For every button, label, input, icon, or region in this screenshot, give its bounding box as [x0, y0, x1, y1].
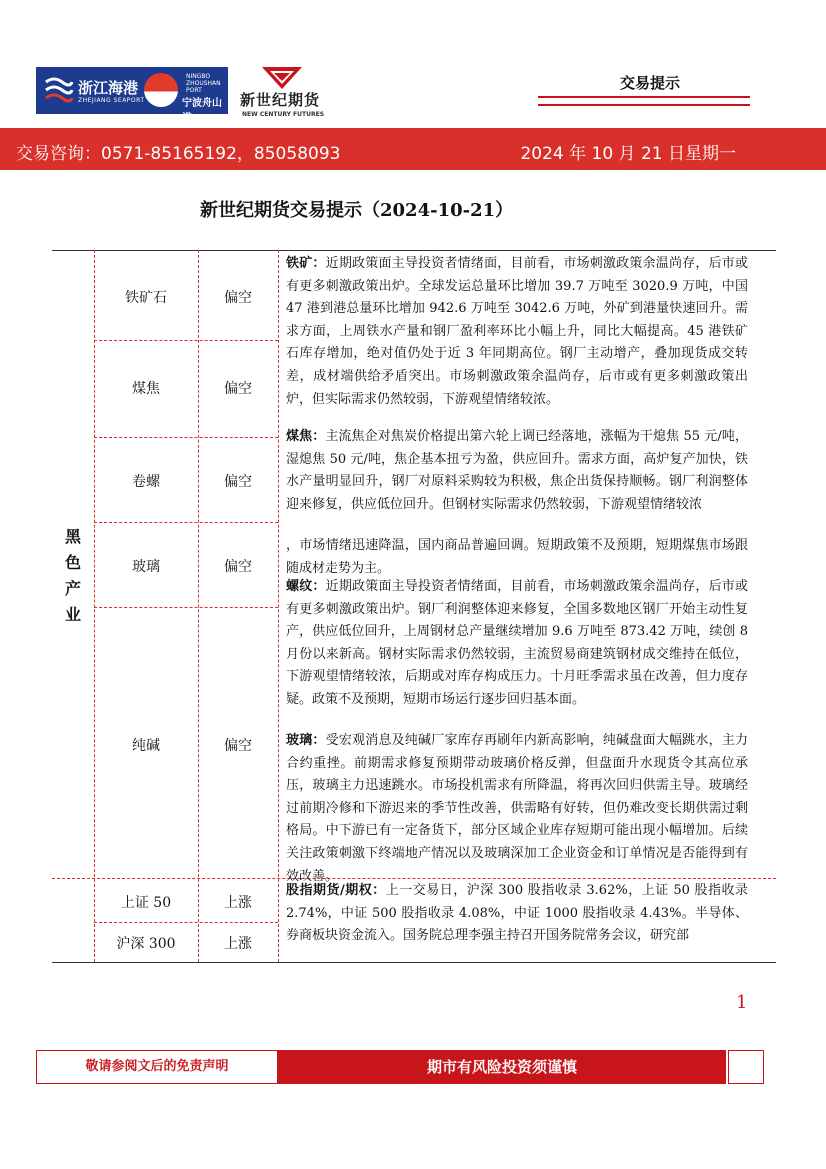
logo-name: 浙江海港	[78, 79, 139, 97]
view-cell: 偏空	[224, 559, 252, 575]
contact-text: 交易咨询：0571-85165192，85058093	[16, 144, 341, 164]
commentary-rebar: 螺纹：近期政策面主导投资者情绪面，目前看，市场刺激政策余温尚存，后市或有更多刺激政策出炉。钢厂利润整体迎来修复，全国多数地区钢厂开始主动性复产，供应低位回升，上周钢材总产量继续增加 9.6 万吨至 873.42 万吨，续创 8 月份以来新高。钢材实际需求仍然较弱，主流贸易商建筑钢材成交维持在低位，下游观望情绪较浓，后期或对库存构成压力。十月旺季需求虽在改善，但力度存疑。政策不及预期，短期市场运行逐步回归基本面。	[286, 579, 748, 707]
view-cell: 偏空	[224, 738, 252, 754]
view-cell: 偏空	[224, 381, 252, 397]
commentary-coal-coke-cont: ，市场情绪迅速降温，国内商品普遍回调。短期政策不及预期，短期煤焦市场跟随成材走势为主。	[286, 538, 748, 576]
table-divider	[94, 437, 278, 438]
document-title: 新世纪期货交易提示（2024-10-21）	[200, 200, 514, 221]
product-cell: 玻璃	[132, 559, 160, 575]
commentary-index-futures: 股指期货/期权：上一交易日，沪深 300 股指收录 3.62%，上证 50 股指收录 2.74%，中证 500 股指收录 4.08%，中证 1000 股指收录 4.43%。半导体、券商板块资金流入。国务院总理李强主持召开国务院常务会议，研究部	[286, 883, 748, 944]
section-title: 交易提示	[620, 74, 681, 92]
table-divider	[94, 922, 278, 923]
commentary-glass: 玻璃：受宏观消息及纯碱厂家库存再刷年内新高影响，纯碱盘面大幅跳水，主力合约重挫。前期需求修复预期带动玻璃价格反弹，但盘面升水现货令其高位承压，玻璃主力迅速跳水。市场投机需求有所降温，将再次回归供需主导。玻璃经过前期冷修和下游迟来的季节性改善，供需略有好转，但仍难改变长期供需过剩格局。中下游已有一定备货下，部分区域企业库存短期可能出现小幅增加。后续关注政策刺激下终端地产情况以及玻璃深加工企业资金和订单情况是否能得到有效改善。	[286, 733, 748, 884]
header-rule	[538, 96, 750, 98]
header-rule	[538, 104, 750, 106]
product-cell: 纯碱	[132, 738, 160, 754]
table-divider	[94, 522, 278, 523]
table-divider	[94, 250, 95, 962]
contact-banner	[0, 128, 826, 170]
view-cell: 偏空	[224, 474, 252, 490]
logo-sub: NEW CENTURY FUTURES	[242, 111, 325, 118]
footer-box	[728, 1050, 764, 1084]
report-date: 2024 年 10 月 21 日星期一	[520, 144, 736, 164]
seaport-wave-icon	[44, 76, 74, 104]
product-cell: 卷螺	[132, 474, 160, 490]
disclaimer-link[interactable]: 敬请参阅文后的免责声明	[36, 1050, 278, 1084]
page-number: 1	[736, 992, 748, 1013]
table-divider	[198, 250, 199, 962]
sector-label: 黑 色 产 业	[64, 527, 81, 624]
new-century-logo	[240, 65, 330, 127]
view-cell: 上涨	[224, 895, 252, 911]
table-top-rule	[52, 250, 776, 251]
table-divider	[278, 250, 279, 962]
logo-sub: ZHEJIANG SEAPORT	[78, 97, 145, 104]
port-logo-icon	[144, 73, 178, 107]
risk-warning: 期市有风险投资须谨慎	[278, 1050, 726, 1084]
commentary-iron-ore: 铁矿：近期政策面主导投资者情绪面，目前看，市场刺激政策余温尚存，后市或有更多刺激政策出炉。全球发运总量环比增加 39.7 万吨至 3020.9 万吨，中国 47 港到港总量环比增加 942.6 万吨至 3042.6 万吨，外矿到港量快速回升。需求方面，上周铁水产量和钢厂盈利率环比小幅上升，同比大幅提高。45 港铁矿石库存增加，绝对值仍处于近 3 年同期高位。钢厂主动增产，叠加现货成交转差，成材端供给矛盾突出。市场刺激政策余温尚存，后市或有更多刺激政策出炉，但实际需求仍然较弱，下游观望情绪较浓。	[286, 256, 748, 407]
product-cell: 铁矿石	[125, 290, 167, 306]
product-cell: 沪深 300	[116, 936, 176, 952]
port-name: 宁波舟山港	[182, 98, 222, 124]
product-cell: 煤焦	[132, 381, 160, 397]
table-bottom-rule	[52, 962, 776, 963]
port-top: NINGBO ZHOUSHAN PORT	[186, 73, 221, 94]
table-divider	[94, 607, 278, 608]
view-cell: 偏空	[224, 290, 252, 306]
product-cell: 上证 50	[120, 895, 172, 911]
logo-name: 新世纪期货	[240, 91, 321, 109]
view-cell: 上涨	[224, 936, 252, 952]
commentary-coal-coke: 煤焦：主流焦企对焦炭价格提出第六轮上调已经落地，涨幅为干熄焦 55 元/吨，湿熄焦 50 元/吨，焦企基本扭亏为盈，供应回升。需求方面，高炉复产加快，铁水产量明显回升，钢厂对原料采购较为积极，焦企出货保持顺畅。钢厂利润整体迎来修复，供应低位回升。但钢材实际需求仍然较弱，下游观望情绪较浓	[286, 429, 748, 512]
new-century-mark-icon	[262, 65, 302, 91]
footer	[36, 1050, 764, 1084]
zhejiang-seaport-logo	[36, 67, 228, 124]
table-divider	[94, 340, 278, 341]
